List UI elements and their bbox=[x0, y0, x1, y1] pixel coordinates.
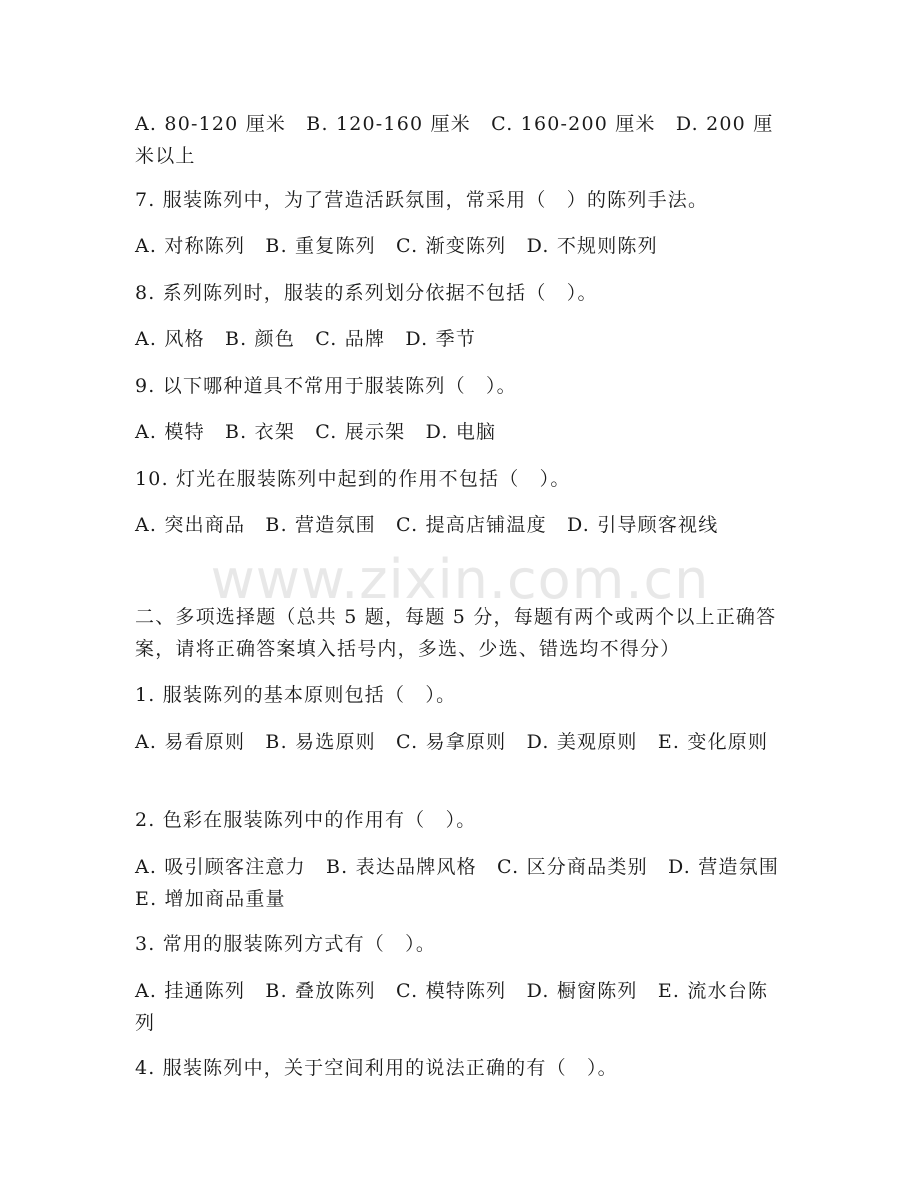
section-heading-multiple-choice: 二、多项选择题（总共 5 题，每题 5 分，每题有两个或两个以上正确答案，请将正确答案填入括号内，多选、少选、错选均不得分） bbox=[135, 606, 777, 660]
option-line-q7: A. 对称陈列 B. 重复陈列 C. 渐变陈列 D. 不规则陈列 bbox=[135, 235, 658, 257]
option-line-q8: A. 风格 B. 颜色 C. 品牌 D. 季节 bbox=[135, 328, 477, 350]
mc-question-4: 4. 服装陈列中，关于空间利用的说法正确的有（ ）。 bbox=[135, 1057, 618, 1079]
option-line-q6: A. 80-120 厘米 B. 120-160 厘米 C. 160-200 厘米 D. 200 厘米以上 bbox=[135, 113, 774, 167]
option-line-mc3: A. 挂通陈列 B. 叠放陈列 C. 模特陈列 D. 橱窗陈列 E. 流水台陈列 bbox=[135, 980, 769, 1034]
watermark: www.zixin.com.cn bbox=[210, 548, 710, 611]
question-10: 10. 灯光在服装陈列中起到的作用不包括（ ）。 bbox=[135, 468, 571, 490]
mc-question-1: 1. 服装陈列的基本原则包括（ ）。 bbox=[135, 684, 457, 706]
question-7: 7. 服装陈列中，为了营造活跃氛围，常采用（ ）的陈列手法。 bbox=[135, 189, 709, 211]
option-line-mc2: A. 吸引顾客注意力 B. 表达品牌风格 C. 区分商品类别 D. 营造氛围 E. 增加商品重量 bbox=[135, 856, 800, 910]
question-8: 8. 系列陈列时，服装的系列划分依据不包括（ ）。 bbox=[135, 282, 598, 304]
option-line-mc1: A. 易看原则 B. 易选原则 C. 易拿原则 D. 美观原则 E. 变化原则 bbox=[135, 731, 769, 753]
option-line-q10: A. 突出商品 B. 营造氛围 C. 提高店铺温度 D. 引导顾客视线 bbox=[135, 514, 719, 536]
question-9: 9. 以下哪种道具不常用于服装陈列（ ）。 bbox=[135, 375, 517, 397]
option-line-q9: A. 模特 B. 衣架 C. 展示架 D. 电脑 bbox=[135, 421, 497, 443]
mc-question-3: 3. 常用的服装陈列方式有（ ）。 bbox=[135, 933, 437, 955]
mc-question-2: 2. 色彩在服装陈列中的作用有（ ）。 bbox=[135, 809, 477, 831]
